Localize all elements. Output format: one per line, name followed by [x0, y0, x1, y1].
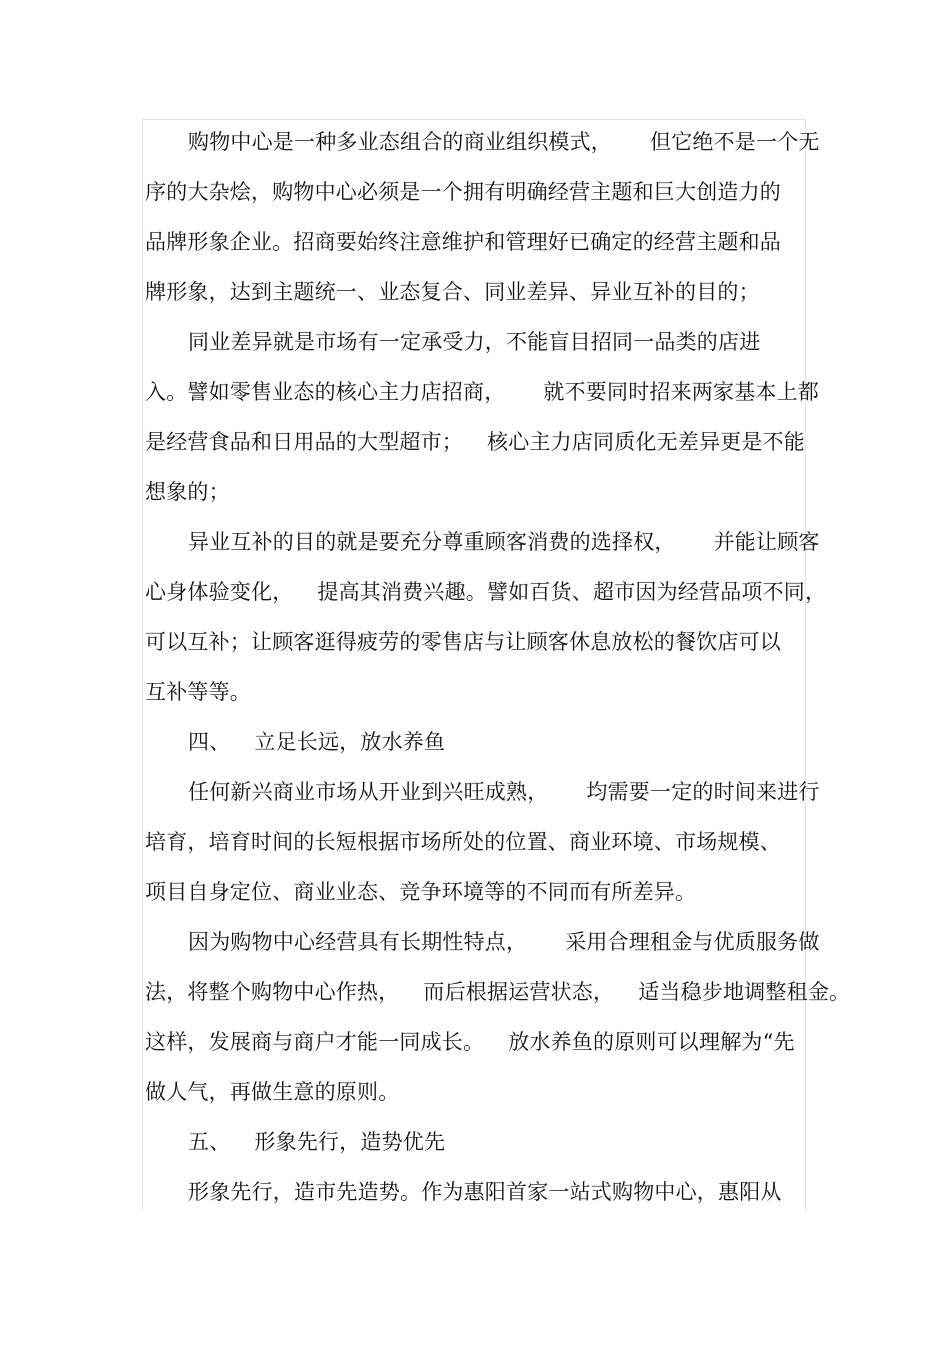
- paragraph-line: 购物中心是一种多业态组合的商业组织模式， 但它绝不是一个无: [188, 130, 820, 154]
- paragraph-line: 品牌形象企业。招商要始终注意维护和管理好已确定的经营主题和品: [145, 230, 781, 254]
- paragraph-line: 是经营食品和日用品的大型超市； 核心主力店同质化无差异更是不能: [145, 430, 805, 454]
- paragraph-line: 想象的；: [145, 480, 230, 504]
- paragraph-line: 做人气，再做生意的原则。: [145, 1080, 400, 1104]
- section-heading: 四、 立足长远，放水养鱼: [188, 730, 446, 754]
- paragraph-line: 因为购物中心经营具有长期性特点， 采用合理租金与优质服务做: [188, 930, 820, 954]
- paragraph-line: 互补等等。: [145, 680, 251, 704]
- paragraph-line: 心身体验变化， 提高其消费兴趣。譬如百货、超市因为经营品项不同，: [145, 580, 827, 604]
- paragraph-line: 培育，培育时间的长短根据市场所处的位置、商业环境、市场规模、: [145, 830, 781, 854]
- paragraph-line: 形象先行，造市先造势。作为惠阳首家一站式购物中心，惠阳从: [188, 1180, 782, 1204]
- paragraph-line: 可以互补；让顾客逛得疲劳的零售店与让顾客休息放松的餐饮店可以: [145, 630, 781, 654]
- paragraph-line: 入。譬如零售业态的核心主力店招商， 就不要同时招来两家基本上都: [145, 380, 820, 404]
- section-heading: 五、 形象先行，造势优先: [188, 1130, 446, 1154]
- paragraph-line: 这样，发展商与商户才能一同成长。 放水养鱼的原则可以理解为“先: [145, 1030, 795, 1054]
- paragraph-line: 异业互补的目的就是要充分尊重顾客消费的选择权， 并能让顾客: [188, 530, 820, 554]
- paragraph-line: 任何新兴商业市场从开业到兴旺成熟， 均需要一定的时间来进行: [188, 780, 820, 804]
- paragraph-line: 法，将整个购物中心作热， 而后根据运营状态， 适当稳步地调整租金。: [145, 980, 851, 1004]
- paragraph-line: 项目自身定位、商业业态、竞争环境等的不同而有所差异。: [145, 880, 697, 904]
- paragraph-line: 同业差异就是市场有一定承受力，不能盲目招同一品类的店进: [188, 330, 761, 354]
- paragraph-line: 牌形象，达到主题统一、业态复合、同业差异、异业互补的目的；: [145, 280, 760, 304]
- paragraph-line: 序的大杂烩，购物中心必须是一个拥有明确经营主题和巨大创造力的: [145, 180, 781, 204]
